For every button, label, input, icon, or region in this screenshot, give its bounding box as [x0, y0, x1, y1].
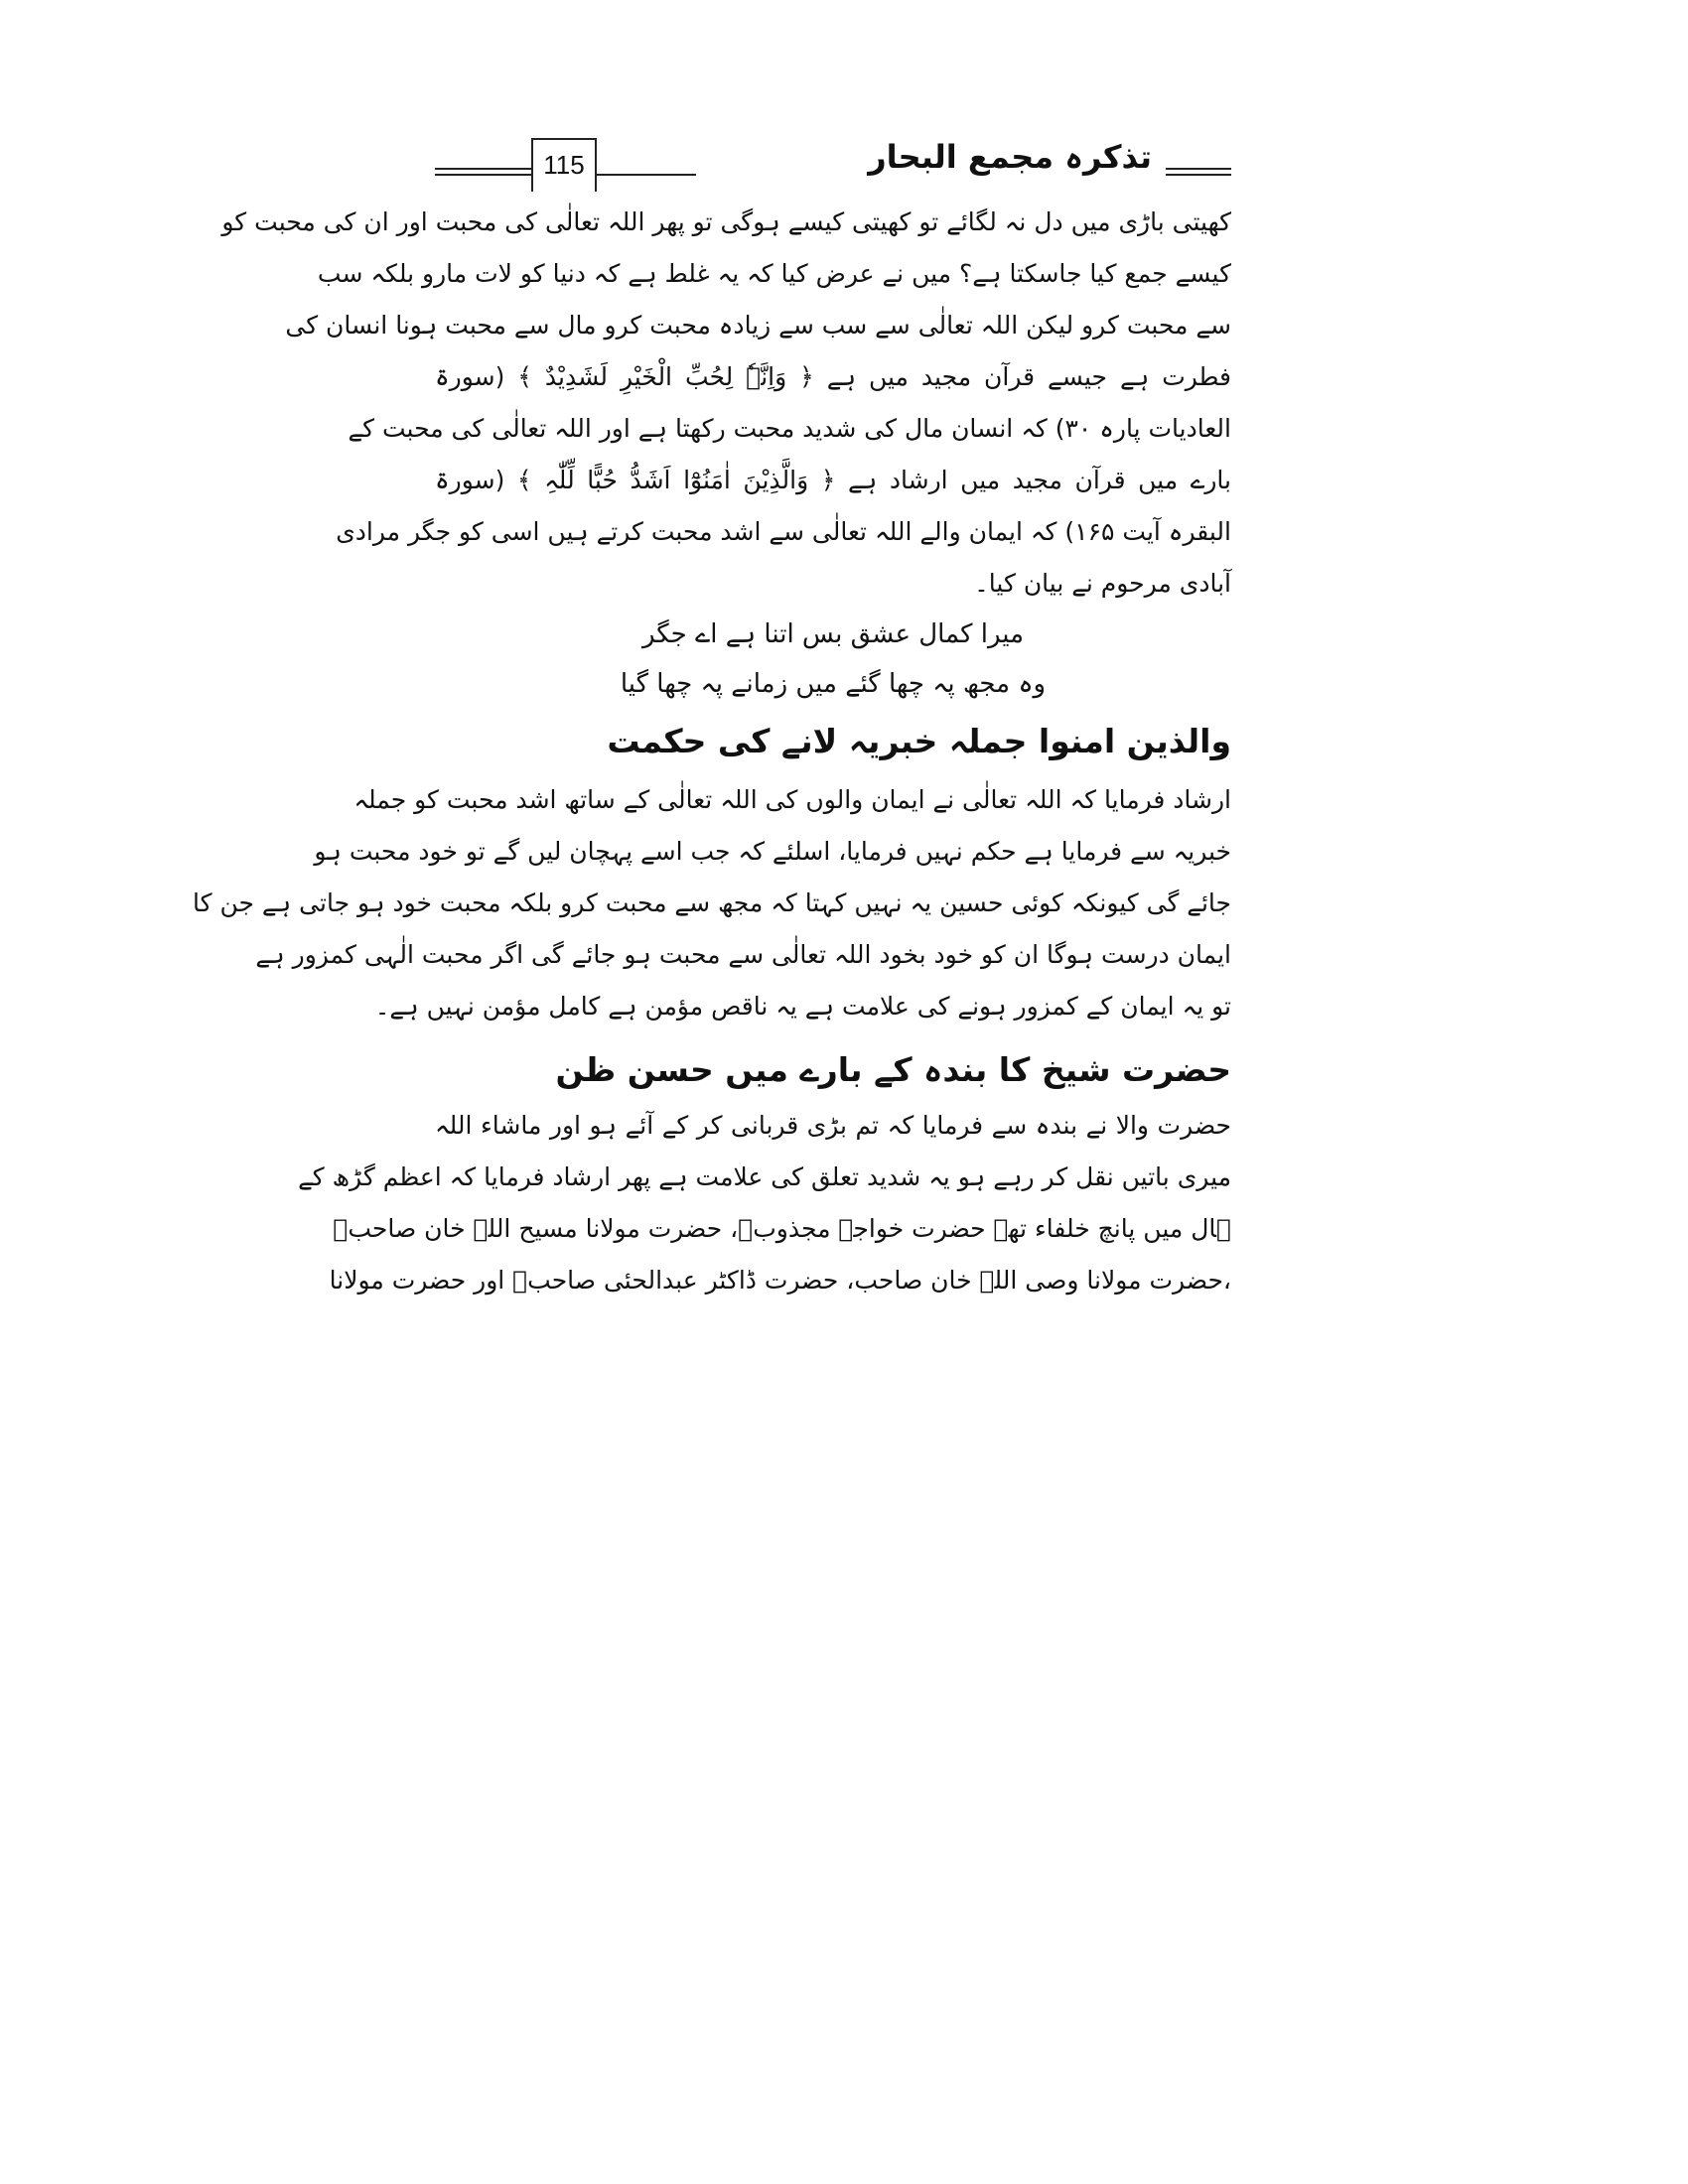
page-body [193, 197, 1231, 1306]
book-title: تذکرہ مجمع البحار [868, 138, 1152, 176]
body-line: ایمان درست ہوگا ان کو خود بخود اللہ تعالٰی سے محبت ہو جائے گی اگر محبت الٰہی کمزور ہے [255, 940, 1231, 969]
body-line: جائے گی کیونکہ کوئی حسین یہ نہیں کہتا کہ مجھ سے محبت کرو بلکہ محبت خود ہو جاتی ہے جن کا [193, 888, 1231, 917]
header-rule-left [435, 168, 531, 170]
header-rule-right [1166, 168, 1231, 170]
body-line: العادیات پارہ ۳۰) کہ انسان مال کی شدید محبت رکھتا ہے اور اللہ تعالٰی کی محبت کے [348, 414, 1231, 443]
body-line: خبریہ سے فرمایا ہے حکم نہیں فرمایا، اسلئے کہ جب اسے پہچان لیں گے تو خود محبت ہو [314, 837, 1231, 866]
section-heading: والذین امنوا جملہ خبریہ لانے کی حکمت [607, 722, 1231, 760]
body-line: فطرت ہے جیسے قرآن مجید میں ہے ﴿ وَاِنَّہٗ لِحُبِّ الْخَیْرِ لَشَدِیْدٌ ﴾ (سورۃ [435, 362, 1231, 391]
page-header [435, 134, 1231, 186]
header-rule-middle [597, 174, 696, 176]
body-line: میری باتیں نقل کر رہے ہو یہ شدید تعلق کی علامت ہے پھر ارشاد فرمایا کہ اعظم گڑھ کے [298, 1162, 1231, 1191]
header-rule-left-2 [435, 174, 531, 176]
body-line: حضرت والا نے بندہ سے فرمایا کہ تم بڑی قربانی کر کے آئے ہو اور ماشاء اللہ [435, 1111, 1231, 1140]
body-line: ارشاد فرمایا کہ اللہ تعالٰی نے ایمان والوں کی اللہ تعالٰی کے ساتھ اشد محبت کو جملہ [353, 785, 1231, 814]
body-line: کھیتی باڑی میں دل نہ لگائے تو کھیتی کیسے ہوگی تو پھر اللہ تعالٰی کی محبت اور ان کی محبت کو [221, 207, 1231, 236]
body-line: ہال میں پانچ خلفاء تھے حضرت خواجہ مجذوبؒ، حضرت مولانا مسیح اللہ خان صاحبؒ [333, 1214, 1231, 1243]
header-rule-right-2 [1166, 174, 1231, 176]
body-line: ،حضرت مولانا وصی اللہ خان صاحب، حضرت ڈاکٹر عبدالحئی صاحبؒ اور حضرت مولانا [329, 1266, 1231, 1295]
section-heading: حضرت شیخ کا بندہ کے بارے میں حسن ظن [555, 1050, 1231, 1089]
body-line: بارے میں قرآن مجید میں ارشاد ہے ﴿ وَالَّذِیْنَ اٰمَنُوْٓا اَشَدُّ حُبًّا لِّلّٰہِ ﴾ (سورۃ [435, 466, 1231, 494]
body-line: سے محبت کرو لیکن اللہ تعالٰی سے سب سے زیادہ محبت کرو مال سے محبت ہونا انسان کی [285, 311, 1231, 340]
verse-line: میرا کمال عشق بس اتنا ہے اے جگر [641, 619, 1025, 649]
body-line: تو یہ ایمان کے کمزور ہونے کی علامت ہے یہ ناقص مؤمن ہے کامل مؤمن نہیں ہے۔ [374, 992, 1231, 1021]
body-line: البقرہ آیت ۱۶۵) کہ ایمان والے اللہ تعالٰی سے اشد محبت کرتے ہیں اسی کو جگر مرادی [336, 517, 1231, 546]
body-line: آبادی مرحوم نے بیان کیا۔ [974, 569, 1231, 598]
verse-line: وہ مجھ پہ چھا گئے میں زمانے پہ چھا گیا [620, 669, 1047, 699]
body-line: کیسے جمع کیا جاسکتا ہے؟ میں نے عرض کیا کہ یہ غلط ہے کہ دنیا کو لات مارو بلکہ سب [317, 259, 1231, 288]
page-number: 115 [531, 138, 597, 192]
